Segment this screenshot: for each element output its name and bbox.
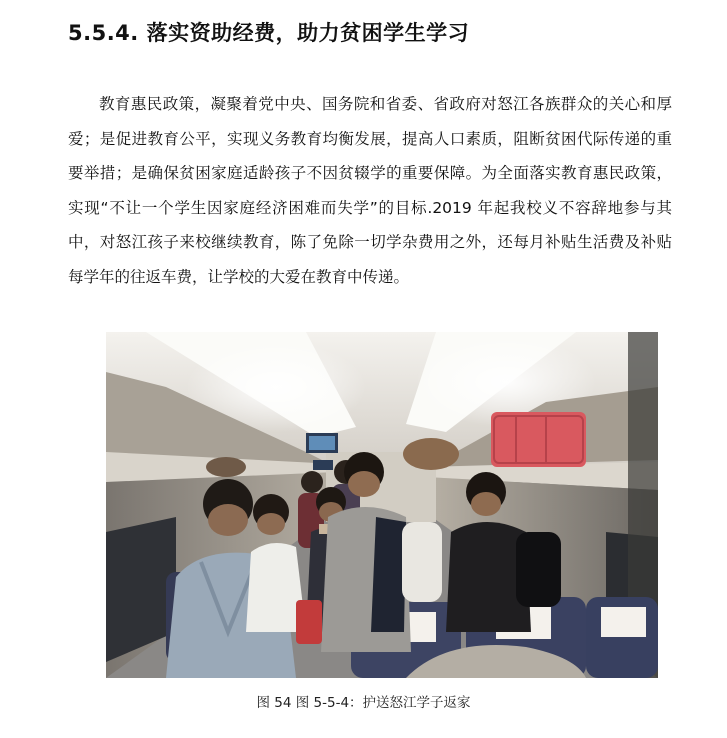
train-carriage-photo xyxy=(106,332,658,678)
body-paragraph: 教育惠民政策，凝聚着党中央、国务院和省委、省政府对怒江各族群众的关心和厚爱；是促进教育公平，实现义务教育均衡发展，提高人口素质，阻断贫困代际传递的重要举措；是确保贫困家庭适龄孩子不因贫辍学的重要保障。为全面落实教育惠民政策，实现“不让一个学生因家庭经济困难而失学”的目标.2019 年起我校义不容辞地参与其中，对怒江孩子来校继续教育，陈了免除一切学杂费用之外，还每月补贴生活费及补贴每学年的往返车费，让学校的大爱在教育中传递。 xyxy=(68,95,672,286)
figure-caption: 图 54 图 5-5-4：护送怒江学子返家 xyxy=(256,695,471,711)
section-heading: 5.5.4. 落实资助经费，助力贫困学生学习 xyxy=(68,21,470,45)
